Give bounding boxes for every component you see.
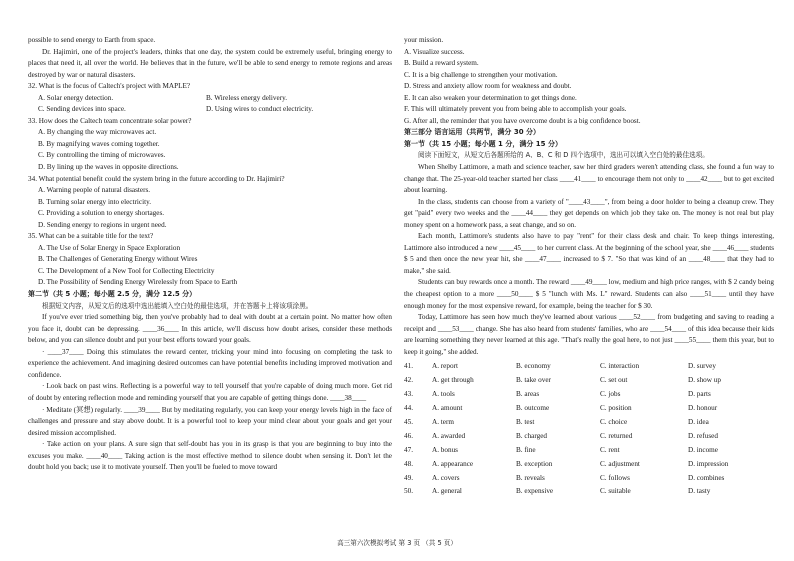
option-d: D. By lining up the waves in opposite directions.: [38, 163, 179, 172]
answer-row: [404, 444, 774, 458]
seven-options-list: [404, 47, 774, 128]
option-item: D. Stress and anxiety allow room for weakness and doubt.: [404, 82, 572, 91]
section-heading: 第二节（共 5 小题；每小题 2.5 分，满分 12.5 分）: [28, 290, 197, 299]
option-b: B. charged: [516, 431, 548, 440]
option-b: B. expensive: [516, 487, 554, 496]
question-stem: 34. What potential benefit could the system bring in the future according to Dr. Hajimiri?: [28, 174, 285, 183]
option-item: B. Build a reward system.: [404, 59, 479, 68]
option-c: C. Providing a solution to energy shortages.: [38, 209, 165, 218]
option-d: D. The Possibility of Sending Energy Wirelessly from Space to Earth: [38, 278, 238, 287]
question-34: [28, 174, 392, 232]
answer-row: [404, 360, 774, 374]
question-32: [28, 81, 392, 116]
option-c: C. adjustment: [600, 459, 640, 468]
cloze-paragraph: In the class, students can choose from a variety of "____43____", from being a door holder to being a cleanup crew. They get "paid" every two weeks and the ____44____ they get depends on which job they take on. The money is not real but play money spent on a homework pass, a seat change, and so on.: [404, 197, 774, 229]
option-d: D. show up: [688, 376, 721, 385]
option-c: C. position: [600, 404, 632, 413]
passage-paragraph: If you've ever tried something big, then you've probably had to deal with doubt at a certain point. No matter how often you face it, doubt can be depressing. ____36____ In this article, we'll discuss how doubt arises, consider these methods below, and you can silence doubt and put your best efforts toward your goals.: [28, 313, 392, 345]
option-a: A. tools: [432, 390, 455, 399]
continued-line: your mission.: [404, 36, 444, 44]
section-instruction: 根据短文内容，从短文后的选项中选出能填入空白处的最佳选项，并在答题卡上将该项涂黑。: [42, 301, 313, 310]
passage-paragraph: · Look back on past wins. Reflecting is a powerful way to tell yourself that you're capable of doing much more. Get rid of doubt by entering reflection mode and reminding yourself that you are capable of getting things done. ____38____: [28, 382, 392, 402]
option-b: B. areas: [516, 390, 540, 399]
option-a: A. awarded: [432, 431, 466, 440]
option-a: A. report: [432, 362, 458, 371]
page-footer: 高三第六次模拟考试 第 3 页 （共 5 页）: [337, 539, 457, 547]
passage-paragraph: · ____37____ Doing this stimulates the reward center, tricking your mind into focusing on completing the task to experience the achievement. And imagining desired outcomes can have potential benefits including improved motivation and confidence.: [28, 347, 392, 379]
answer-row: [404, 374, 774, 388]
answer-row: [404, 402, 774, 416]
question-number: 49.: [404, 473, 413, 482]
option-a: A. The Use of Solar Energy in Space Exploration: [38, 243, 181, 252]
option-d: D. Sending energy to regions in urgent need.: [38, 220, 167, 229]
passage-paragraph: · Take action on your plans. A sure sign that self-doubt has you in its grasp is that you are beginning to buy into the excuses you make. ____40____ Taking action is the most effective method to silence doubt when sensing it. Don't let the doubt hold you back; use it to motivate yourself. Then you'll be fueled to move toward: [28, 440, 392, 472]
option-a: A. amount: [432, 404, 463, 413]
answer-row: [404, 416, 774, 430]
question-number: 45.: [404, 417, 413, 426]
left-column: [28, 35, 392, 474]
option-d: D. parts: [688, 390, 711, 399]
answer-row: [404, 458, 774, 472]
option-c: C. returned: [600, 431, 633, 440]
question-number: 44.: [404, 404, 413, 413]
option-d: D. idea: [688, 417, 709, 426]
option-c: C. By controlling the timing of microwaves.: [38, 151, 166, 160]
answer-row: [404, 472, 774, 486]
continued-line: possible to send energy to Earth from space.: [28, 36, 156, 44]
option-a: A. general: [432, 487, 462, 496]
question-stem: 32. What is the focus of Caltech's project with MAPLE?: [28, 82, 191, 91]
option-a: A. appearance: [432, 459, 474, 468]
option-a: A. By changing the way microwaves act.: [38, 128, 157, 137]
option-item: A. Visualize success.: [404, 47, 465, 56]
question-35: [28, 231, 392, 289]
option-a: A. covers: [432, 473, 460, 482]
option-c: C. follows: [600, 473, 630, 482]
cloze-paragraph: When Shelby Lattimore, a math and science teacher, saw her third graders weren't attending class, she found a fun way to change that. The 25-year-old teacher started her class ____41____ to encourage them not only to ____42____ but to get excited about learning.: [404, 163, 774, 195]
option-d: D. income: [688, 445, 718, 454]
option-d: D. combines: [688, 473, 725, 482]
option-d: D. Using wires to conduct electricity.: [206, 105, 314, 114]
option-b: B. economy: [516, 362, 551, 371]
question-stem: 33. How does the Caltech team concentrate solar power?: [28, 116, 192, 125]
question-number: 43.: [404, 390, 413, 399]
option-d: D. refused: [688, 431, 718, 440]
option-b: B. outcome: [516, 404, 550, 413]
option-b: B. By magnifying waves coming together.: [38, 139, 160, 148]
cloze-paragraph: Students can buy rewards once a month. The reward ____49____ low, medium and high price ranges, with $ 2 candy being the cheapest option to a more ____50____ $ 5 "lunch with Ms. L" reward. Students can also ____51____ until they have enough money for the most expensive reward, for example, being the teacher for $ 30.: [404, 278, 774, 310]
option-d: D. honour: [688, 404, 718, 413]
option-c: C. The Development of a New Tool for Collecting Electricity: [38, 266, 215, 275]
option-c: C. interaction: [600, 362, 640, 371]
answer-options-grid: [404, 360, 774, 499]
answer-row: [404, 430, 774, 444]
part-heading: 第三部分 语言运用（共两节，满分 30 分）: [404, 128, 541, 137]
option-d: D. tasty: [688, 487, 711, 496]
option-item: E. It can also weaken your determination to get things done.: [404, 93, 577, 102]
section-heading: 第一节（共 15 小题；每小题 1 分，满分 15 分）: [404, 139, 562, 148]
passage-paragraph: Dr. Hajimiri, one of the project's leaders, thinks that one day, the system could be extremely useful, bringing energy to places that need it, all over the world. He believes that in the future, we'll be able to send energy to remote regions and areas destroyed by war or natural disasters.: [28, 47, 392, 79]
option-a: A. term: [432, 417, 454, 426]
section-instruction: 阅读下面短文，从短文后各题所给的 A、B、C 和 D 四个选项中，选出可以填入空白处的最佳选项。: [418, 151, 709, 160]
option-b: B. fine: [516, 445, 536, 454]
passage-paragraph: · Meditate (冥想) regularly. ____39____ But by meditating regularly, you can keep your energy levels high in the face of challenges and pressure and stay above doubt. It is a powerful tool to keep your mind clear about your goals and get your desired mission accomplished.: [28, 405, 392, 437]
option-b: B. Turning solar energy into electricity.: [38, 197, 151, 206]
option-item: F. This will ultimately prevent you from being able to accomplish your goals.: [404, 105, 627, 114]
question-number: 46.: [404, 431, 413, 440]
question-number: 50.: [404, 487, 413, 496]
question-number: 41.: [404, 362, 413, 371]
option-b: B. Wireless energy delivery.: [206, 93, 288, 102]
question-33: [28, 116, 392, 174]
question-number: 42.: [404, 376, 413, 385]
option-item: C. It is a big challenge to strengthen your motivation.: [404, 70, 558, 79]
option-c: C. set out: [600, 376, 628, 385]
option-a: A. Warning people of natural disasters.: [38, 186, 151, 195]
option-b: B. reveals: [516, 473, 545, 482]
cloze-paragraph: Each month, Lattimore's students also have to pay "rent" for their class desk and chair. To keep things interesting, Lattimore also introduced a new ____45____ to her current class. At the beginning of the school year, she ____46____ students $ 5 and then once the new year hit, she ____47____ increased to $ 7. "So that was kind of an ____48____ that they had to make," she said.: [404, 232, 774, 275]
option-b: B. The Challenges of Generating Energy without Wires: [38, 255, 198, 264]
cloze-paragraph: Today, Lattimore has seen how much they've learned about various ____52____ from budgeting and saving to reading a receipt and ____53____ change. She has also heard from students' families, who are ____54____ of this idea because their kids are learning something they never learned at this age. "That's really the goal here, to not just ____55____ them this year, but to keep it going," she added.: [404, 313, 774, 356]
option-c: C. choice: [600, 417, 628, 426]
right-column: [404, 35, 774, 499]
question-number: 47.: [404, 445, 413, 454]
option-c: C. rent: [600, 445, 620, 454]
option-d: D. survey: [688, 362, 716, 371]
option-b: B. exception: [516, 459, 553, 468]
option-item: G. After all, the reminder that you have overcome doubt is a big confidence boost.: [404, 116, 641, 125]
option-a: A. get through: [432, 376, 474, 385]
option-a: A. Solar energy detection.: [38, 93, 114, 102]
question-number: 48.: [404, 459, 413, 468]
option-c: C. suitable: [600, 487, 631, 496]
answer-row: [404, 485, 774, 499]
option-d: D. impression: [688, 459, 729, 468]
option-b: B. take over: [516, 376, 551, 385]
option-c: C. jobs: [600, 390, 621, 399]
option-b: B. test: [516, 417, 535, 426]
question-stem: 35. What can be a suitable title for the text?: [28, 232, 154, 241]
option-c: C. Sending devices into space.: [38, 105, 126, 114]
option-a: A. bonus: [432, 445, 458, 454]
answer-row: [404, 388, 774, 402]
